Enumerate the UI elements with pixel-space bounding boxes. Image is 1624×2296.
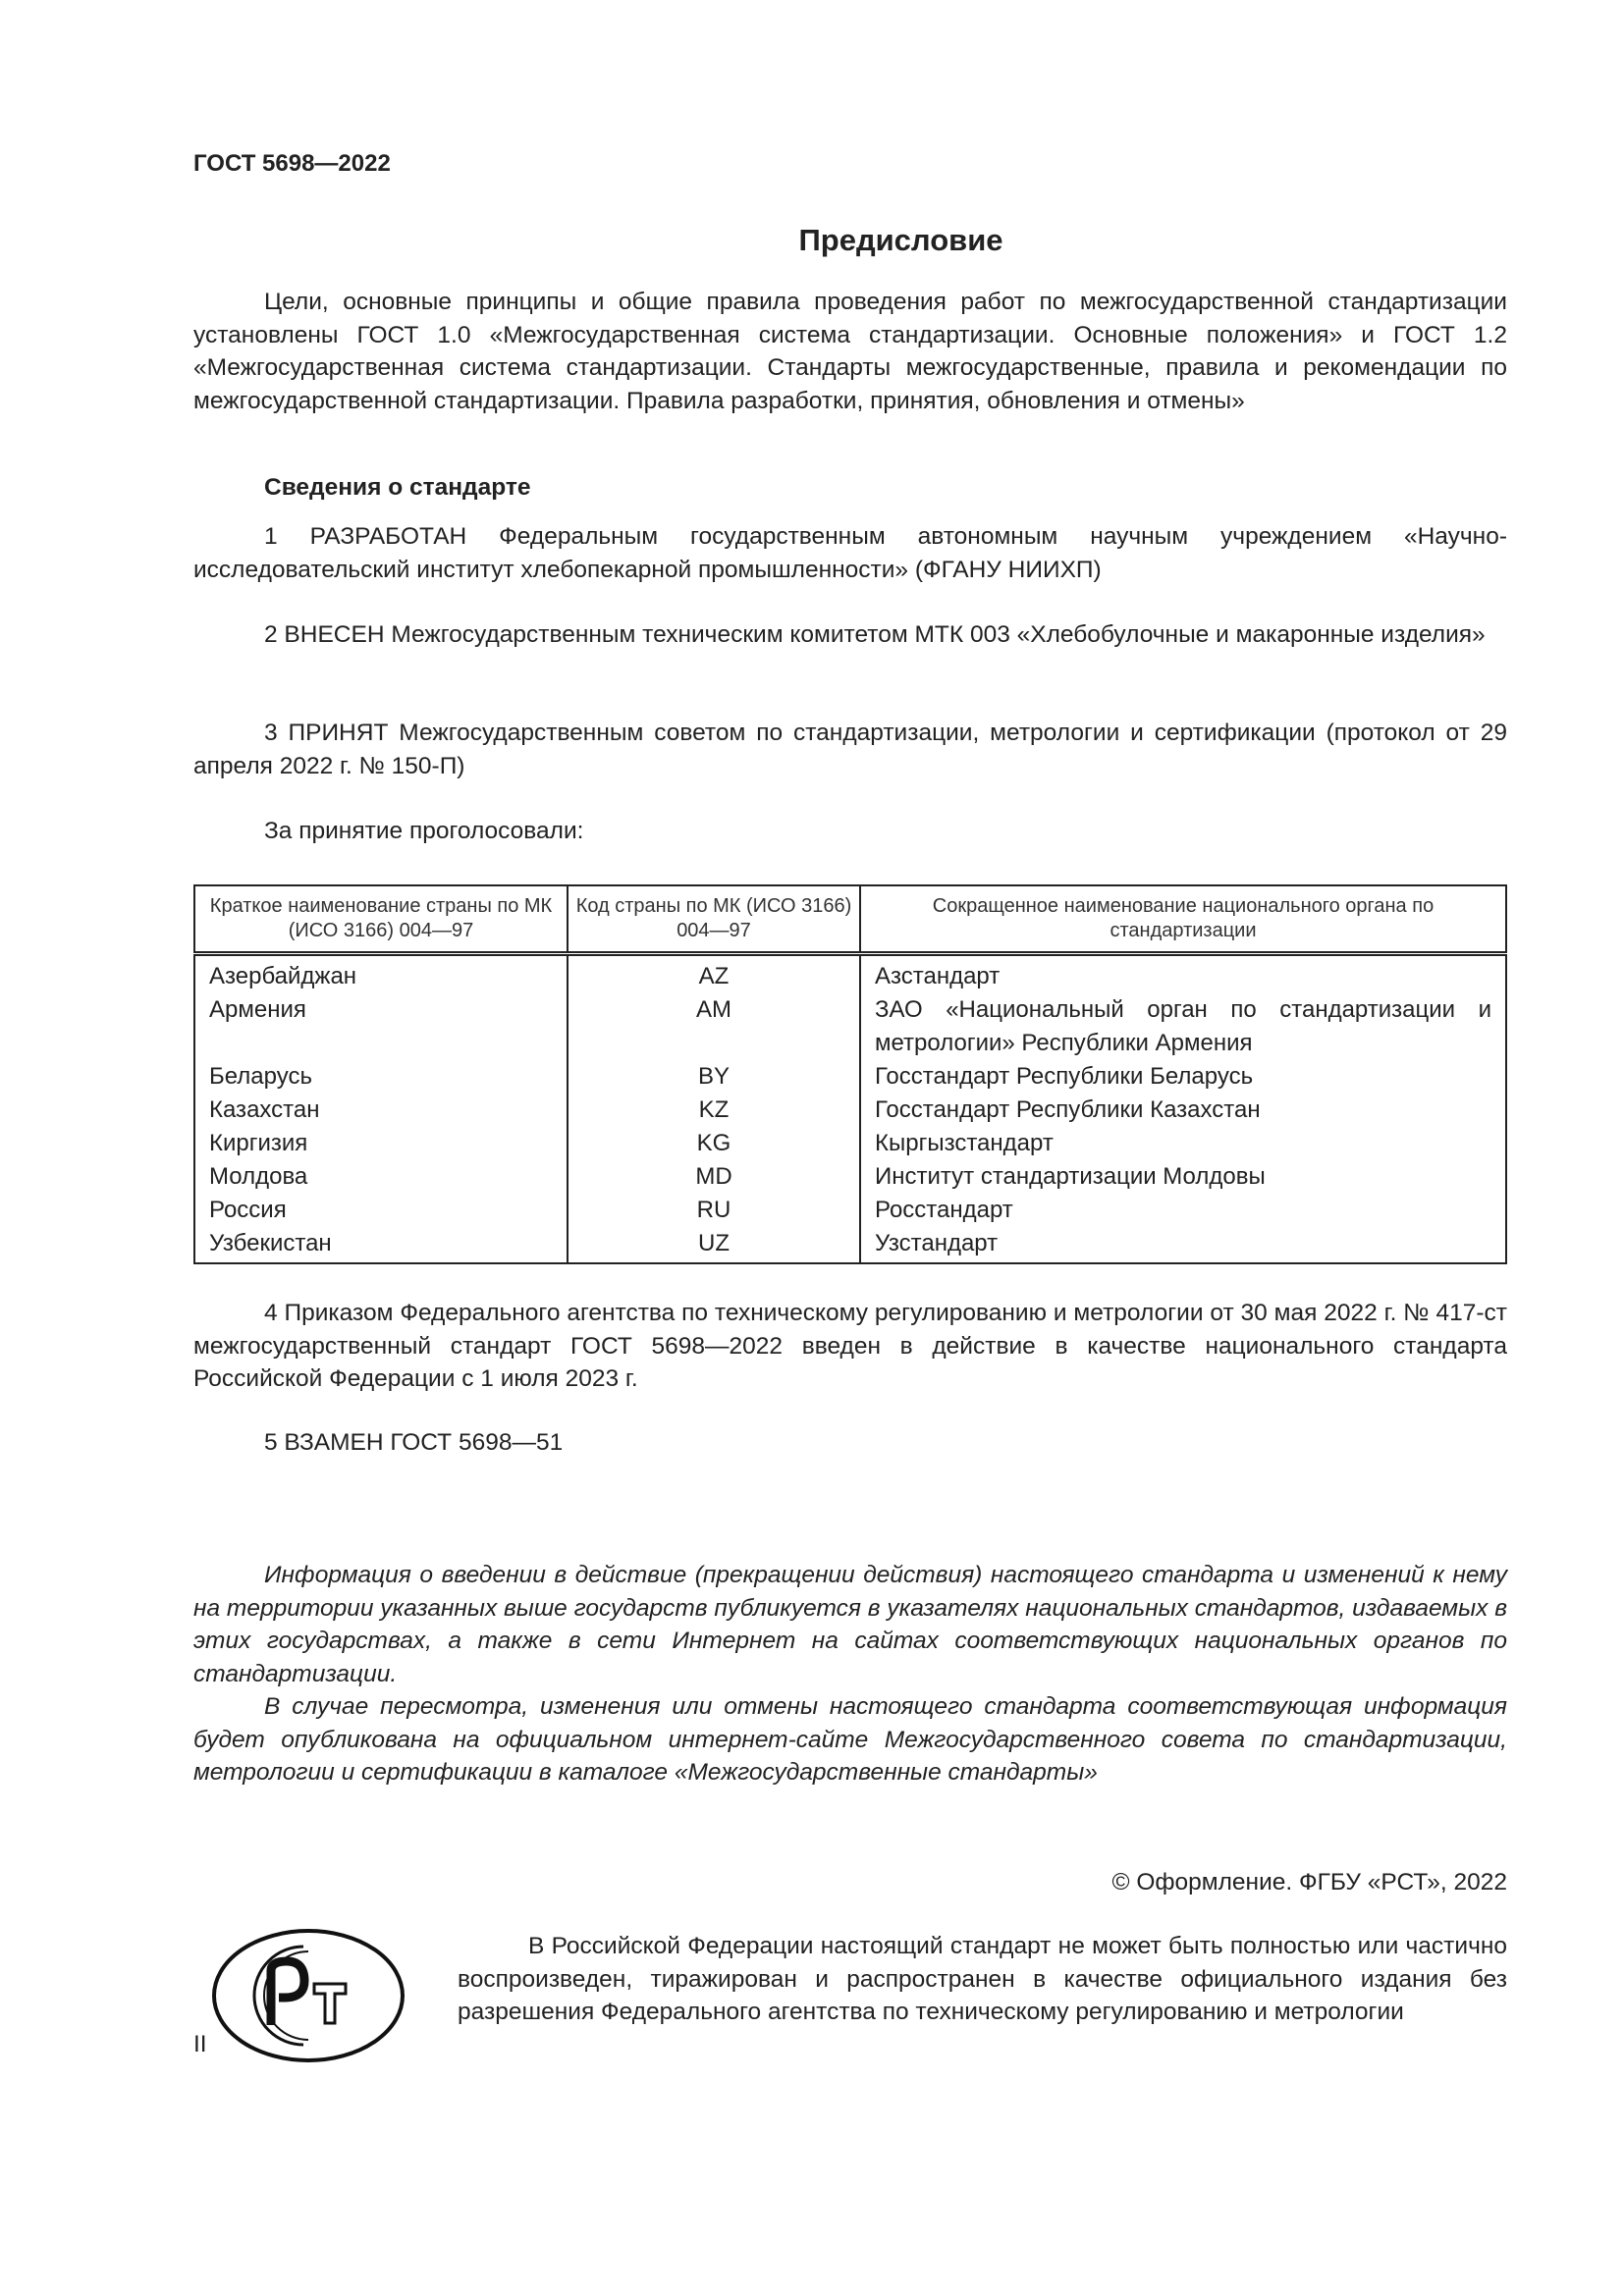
cell-country: Беларусь — [194, 1060, 568, 1094]
table-row — [194, 1060, 1506, 1094]
item-5: 5 ВЗАМЕН ГОСТ 5698—51 — [264, 1429, 564, 1456]
intro-paragraph: Цели, основные принципы и общие правила проведения работ по межгосударственной стандартизации установлены ГОСТ 1.0 «Межгосударственная система стандартизации. Основные положения» и ГОСТ 1.2 «Межгосударственная система стандартизации. Стандарты межгосударственные, правила и рекомендации по межгосударственной стандартизации. Правила разработки, принятия, обновления и отмены» — [193, 289, 1507, 414]
item-1: 1 РАЗРАБОТАН Федеральным государственным автономным научным учреждением «Научно-исследовательский институт хлебопекарной промышленности» (ФГАНУ НИИХП) — [193, 523, 1507, 583]
cell-country: Казахстан — [194, 1094, 568, 1127]
table-row — [194, 1227, 1506, 1263]
cell-body: Узстандарт — [860, 1227, 1506, 1263]
page-number: II — [193, 2031, 207, 2057]
cell-body: Госстандарт Республики Беларусь — [860, 1060, 1506, 1094]
copyright: © Оформление. ФГБУ «РСТ», 2022 — [1111, 1869, 1507, 1896]
voting-table — [193, 884, 1507, 1264]
table-row — [194, 993, 1506, 1060]
cell-country: Россия — [194, 1194, 568, 1227]
section-heading: Сведения о стандарте — [264, 474, 531, 501]
cell-country: Молдова — [194, 1160, 568, 1194]
cell-country: Армения — [194, 993, 568, 1060]
col-header-body: Сокращенное наименование национального органа по стандартизации — [860, 885, 1506, 954]
table-row — [194, 1094, 1506, 1127]
cell-country: Азербайджан — [194, 954, 568, 994]
cell-code: KZ — [568, 1094, 860, 1127]
item-3: 3 ПРИНЯТ Межгосударственным советом по стандартизации, метрологии и сертификации (протокол от 29 апреля 2022 г. № 150-П) — [193, 720, 1507, 779]
col-header-code: Код страны по МК (ИСО 3166) 004—97 — [568, 885, 860, 954]
cell-code: KG — [568, 1127, 860, 1160]
cell-body: Росстандарт — [860, 1194, 1506, 1227]
cell-code: BY — [568, 1060, 860, 1094]
table-row — [194, 954, 1506, 994]
cell-body: Кыргызстандарт — [860, 1127, 1506, 1160]
cell-code: UZ — [568, 1227, 860, 1263]
cell-code: AM — [568, 993, 860, 1060]
info-paragraph-2: В случае пересмотра, изменения или отмены настоящего стандарта соответствующая информация будет опубликована на официальном интернет-сайте Межгосударственного совета по стандартизации, метрологии и сертификации в каталоге «Межгосударственные стандарты» — [193, 1693, 1507, 1787]
voted-label: За принятие проголосовали: — [264, 818, 584, 844]
item-2: 2 ВНЕСЕН Межгосударственным техническим комитетом МТК 003 «Хлебобулочные и макаронные изделия» — [264, 621, 1486, 648]
cell-code: MD — [568, 1160, 860, 1194]
cell-country: Киргизия — [194, 1127, 568, 1160]
cell-country: Узбекистан — [194, 1227, 568, 1263]
table-row — [194, 1194, 1506, 1227]
cell-body: Азстандарт — [860, 954, 1506, 994]
document-id: ГОСТ 5698—2022 — [193, 150, 391, 177]
info-paragraph-1: Информация о введении в действие (прекращении действия) настоящего стандарта и изменений к нему на территории указанных выше государств публикуется в указателях национальных стандартов, издаваемых в этих государствах, а также в сети Интернет на сайтах соответствующих национальных органов по стандартизации. — [193, 1562, 1507, 1687]
item-4: 4 Приказом Федерального агентства по техническому регулированию и метрологии от 30 мая 2022 г. № 417-ст межгосударственный стандарт ГОСТ 5698—2022 введен в действие в качестве национального стандарта Российской Федерации с 1 июля 2023 г. — [193, 1300, 1507, 1393]
cell-body: Институт стандартизации Молдовы — [860, 1160, 1506, 1194]
table-row — [194, 1127, 1506, 1160]
col-header-country: Краткое наименование страны по МК (ИСО 3166) 004—97 — [194, 885, 568, 954]
cell-body: Госстандарт Республики Казахстан — [860, 1094, 1506, 1127]
copyright-notice: В Российской Федерации настоящий стандарт не может быть полностью или частично воспроизведен, тиражирован и распространен в качестве официального издания без разрешения Федерального агентства по техническому регулированию и метрологии — [458, 1933, 1507, 2026]
page-title: Предисловие — [798, 223, 1003, 257]
cell-body: ЗАО «Национальный орган по стандартизации и метрологии» Республики Армения — [860, 993, 1506, 1060]
table-row — [194, 1160, 1506, 1194]
cell-code: AZ — [568, 954, 860, 994]
cell-code: RU — [568, 1194, 860, 1227]
